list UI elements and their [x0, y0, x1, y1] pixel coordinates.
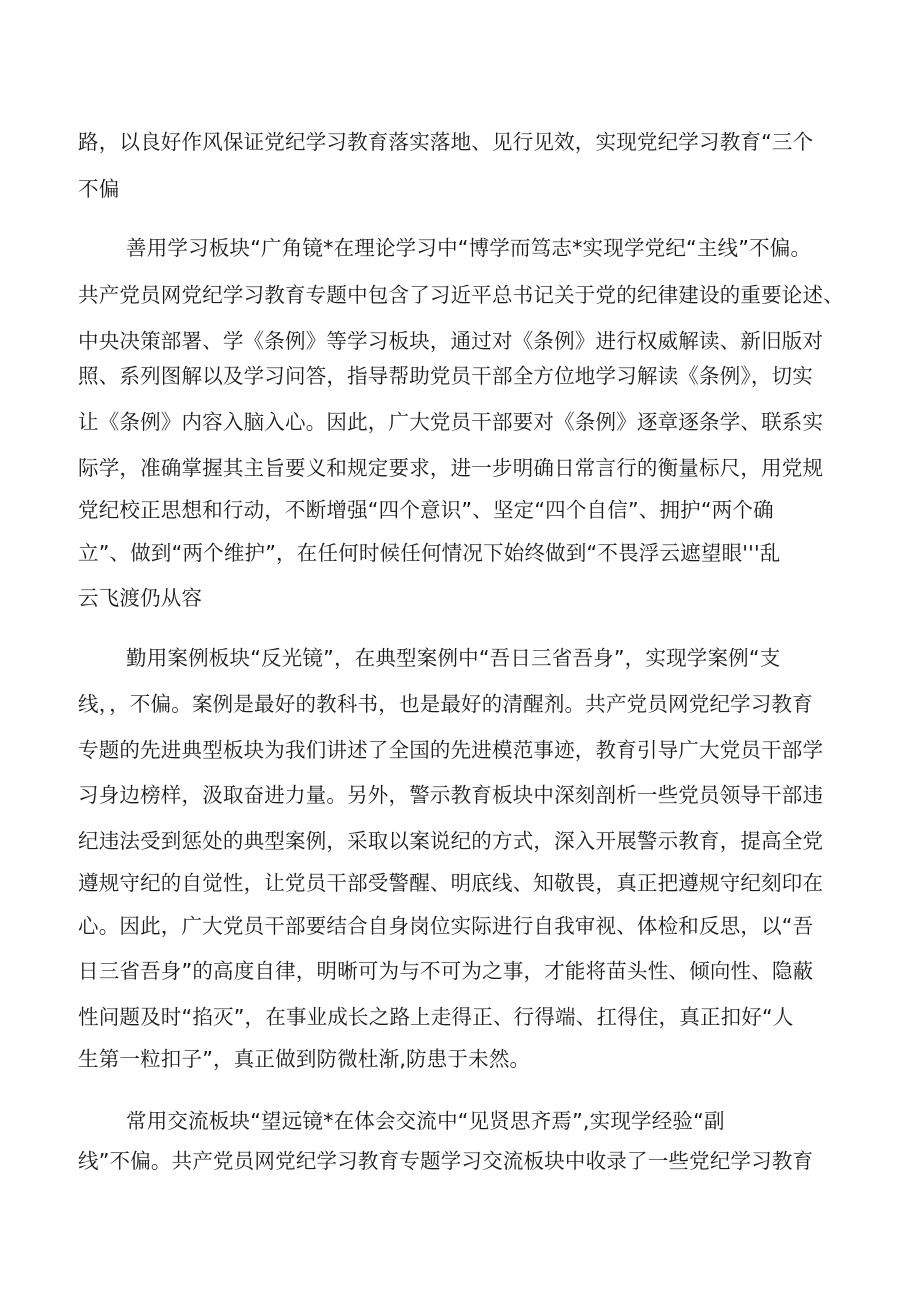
text-line: 线”不偏。共产党员网党纪学习教育专题学习交流板块中收录了一些党纪学习教育: [78, 1149, 814, 1173]
text-line: 路，以良好作风保证党纪学习教育落实落地、见行见效，实现党纪学习教育“三个: [78, 130, 814, 154]
text-line: 心。因此，广大党员干部要结合自身岗位实际进行自我审视、体检和反思，以“吾: [78, 914, 814, 938]
text-line: 共产党员网党纪学习教育专题中包含了习近平总书记关于党的纪律建设的重要论述、: [78, 283, 844, 307]
text-line: 党纪校正思想和行动，不断增强“四个意识”、坚定“四个自信”、拥护“两个确: [78, 498, 774, 522]
text-line: 立”、做到“两个维护”，在任何时候任何情况下始终做到“不畏浮云遮望眼'''乱: [78, 541, 781, 565]
text-line: 中央决策部署、学《条例》等学习板块，通过对《条例》进行权威解读、新旧版对: [78, 329, 824, 353]
text-line: 日三省吾身”的高度自律，明晰可为与不可为之事，才能将苗头性、倾向性、隐蔽: [78, 959, 814, 983]
text-line: 线，，不偏。案例是最好的教科书，也是最好的清醒剂。共产党员网党纪学习教育: [78, 692, 813, 716]
text-line: 专题的先进典型板块为我们讲述了全国的先进模范事迹，教育引导广大党员干部学: [78, 738, 824, 762]
text-line: 习身边榜样，汲取奋进力量。另外，警示教育板块中深刻剖析一些党员领导干部违: [78, 783, 824, 807]
text-line: 生第一粒扣子”，真正做到防微杜渐,防患于未然。: [78, 1047, 531, 1071]
text-line: 云飞渡仍从容: [78, 586, 203, 610]
text-line: 让《条例》内容入脑入心。因此，广大党员干部要对《条例》逐章逐条学、联系实: [78, 410, 824, 434]
text-line: 遵规守纪的自觉性，让党员干部受警醒、明底线、知敬畏，真正把遵规守纪刻印在: [78, 871, 824, 895]
text-line: 善用学习板块“广角镜*在理论学习中“博学而笃志*实现学党纪“主线”不偏。: [126, 236, 812, 260]
text-line: 际学，准确掌握其主旨要义和规定要求，进一步明确日常言行的衡量标尺，用党规: [78, 456, 824, 480]
text-line: 勤用案例板块“反光镜”，在典型案例中“吾日三省吾身”，实现学案例“支: [126, 646, 781, 670]
text-line: 不偏: [78, 177, 120, 201]
text-line: 照、系列图解以及学习问答，指导帮助党员干部全方位地学习解读《条例》，切实: [78, 364, 813, 388]
text-line: 常用交流板块“望远镜*在体会交流中“见贤思齐焉”,实现学经验“副: [126, 1109, 725, 1133]
text-line: 性问题及时“掐灭”，在事业成长之路上走得正、行得端、扛得住，真正扣好“人: [78, 1005, 794, 1029]
text-line: 纪违法受到惩处的典型案例，采取以案说纪的方式，深入开展警示教育，提高全党: [78, 829, 824, 853]
